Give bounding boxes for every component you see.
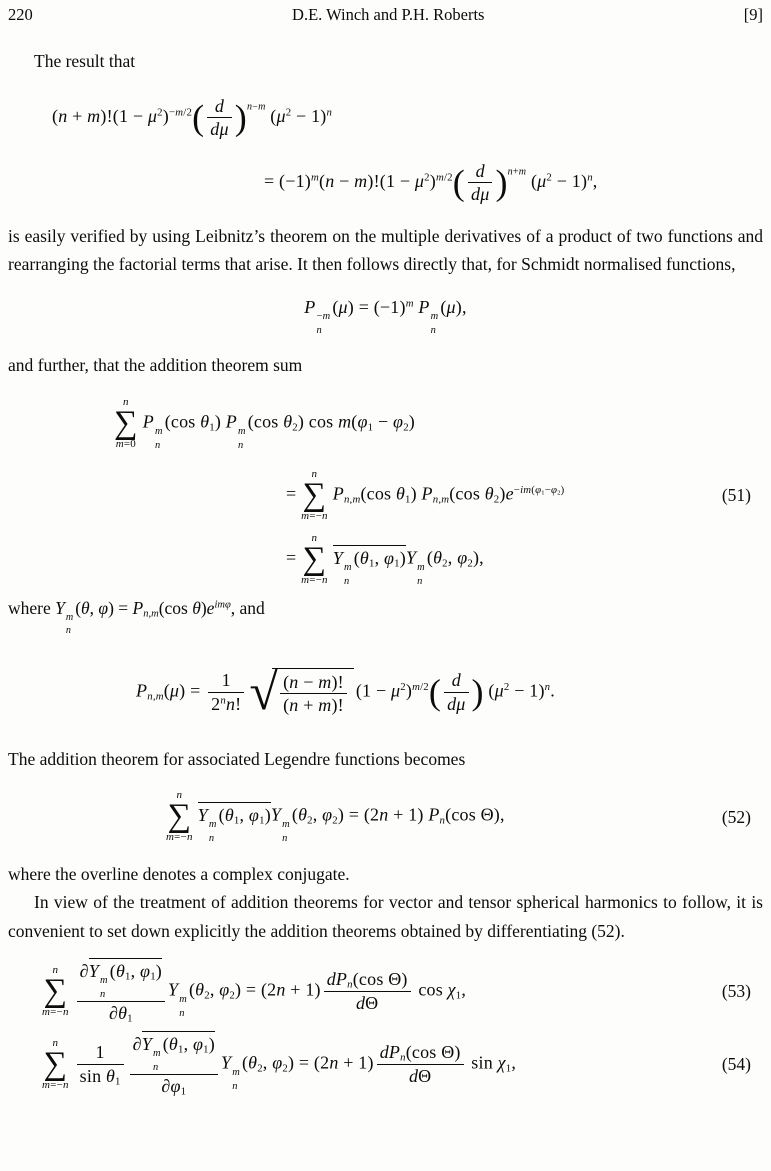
equation-pnm-definition-row xyxy=(8,645,763,739)
paragraph-addition-theorem: The addition theorem for associated Legendre functions becomes xyxy=(8,749,466,770)
math-expression: = $(-1)^m(n - m)!(1 - \mu^2)^{m/2}$( $\frac{d}{d\mu}$ )$^{n+m}$ $(\mu^2 - 1)^n$, xyxy=(264,160,598,205)
math-expression: n ∑ m=−n Y m n ($\theta_1$, $\varphi_1)Y$ m n ($\theta_2$, $\varphi_2) = (2n + 1)$ $P_n(\cos$ Θ), xyxy=(166,789,505,844)
equation-leibnitz-line2 xyxy=(8,150,763,216)
math-expression: n ∑ m=−n ∂Y m n ($\theta_1$, $\varphi_1$) $\partial\theta_1$ Y m n ($\theta_2$, $\varphi_2) = (2n + 1)$ $dP_n(\cos$ Θ) dΘ $\cos \chi_1$, xyxy=(42,958,466,1025)
math-expression: n ∑ m=−n $\frac{1}{\sin \theta_1}$ ∂Y m n ($\theta_1$, $\varphi_1$) $\partial\varphi_1$ Y m n ($\theta_2$, $\varphi_2) = (2n + 1)$ $dP_n(\cos$ Θ) dΘ $\sin \chi_1$, xyxy=(42,1031,516,1098)
equation-54 xyxy=(8,1027,763,1101)
equation-53-row xyxy=(8,955,763,1027)
equation-number-51: (51) xyxy=(721,485,751,506)
equation-51-line1 xyxy=(8,386,763,464)
equation-leibnitz-result xyxy=(8,86,763,216)
running-title: D.E. Winch and P.H. Roberts xyxy=(292,5,485,24)
page-number: 220 xyxy=(8,5,33,24)
equation-pnm-definition xyxy=(8,645,763,739)
equation-51-line3 xyxy=(8,528,763,594)
math-expression: $P_{n,m}(\mu)$ = $\frac{1}{2^nn!}$ √ $\frac{(n - m)!}{(n + m)!}$ $(1 - \mu^2)^{m/2}$( $\frac{d}{d\mu}$ ) $(\mu^2 - 1)^n$. xyxy=(136,663,555,721)
paragraph-further: and further, that the addition theorem sum xyxy=(8,355,303,376)
equation-schmidt-row xyxy=(8,297,763,338)
paragraph-intro: The result that xyxy=(34,51,136,71)
equation-54-row xyxy=(8,1027,763,1101)
equation-52-row xyxy=(8,778,763,858)
equation-53 xyxy=(8,955,763,1027)
equation-schmidt-normalisation xyxy=(8,297,763,338)
equation-51-line2 xyxy=(8,464,763,528)
paragraph-overline-note: where the overline denotes a complex conjugate. xyxy=(8,863,350,884)
math-expression: $(n + m)!(1 - \mu^2)^{-m/2}$( $\frac{d}{d\mu}$ )$^{n-m}$ $(\mu^2 - 1)^n$ xyxy=(52,95,333,140)
equation-51 xyxy=(8,386,763,594)
equation-number-52: (52) xyxy=(721,807,751,828)
running-header xyxy=(8,5,763,25)
math-expression: = n ∑ m=−n $P_{n,m}(\cos$ $\theta_1$) $P_{n,m}(\cos$ $\theta_2)e^{-im(\varphi_1-\varphi_2)}$ xyxy=(286,468,565,523)
equation-number-53: (53) xyxy=(721,980,751,1001)
math-expression: P −m n $(\mu) = (-1)^m$ P m n (μ), xyxy=(304,296,467,336)
math-expression: n ∑ m=0 P m n (cos $\theta_1$) P m n (cos $\theta_2$) $\cos m(\varphi_1 - \varphi_2)$ xyxy=(114,396,415,451)
paragraph-verified: is easily verified by using Leibnitz’s theorem on the multiple derivatives of a product of two functions and rearranging the factorial terms that arise. It then follows directly that, for Schmidt normalised functions, xyxy=(8,225,763,275)
issue-ref: [9] xyxy=(743,5,763,24)
paragraph-in-view: In view of the treatment of addition theorems for vector and tensor spherical harmonics to follow, it is convenient to set down explicitly the addition theorems obtained by differentiating (52). xyxy=(8,892,763,941)
equation-number-54: (54) xyxy=(721,1053,751,1074)
paragraph-where-y: where Y m n (θ, $\varphi) = P_{n,m}(\cos$ $\theta)e^{im\varphi}$, and xyxy=(8,597,265,637)
equation-leibnitz-line1 xyxy=(8,86,763,150)
equation-52 xyxy=(8,778,763,858)
math-expression: = n ∑ m=−n Y m n ($\theta_1$, $\varphi_1)Y$ m n ($\theta_2$, $\varphi_2$), xyxy=(286,532,484,587)
